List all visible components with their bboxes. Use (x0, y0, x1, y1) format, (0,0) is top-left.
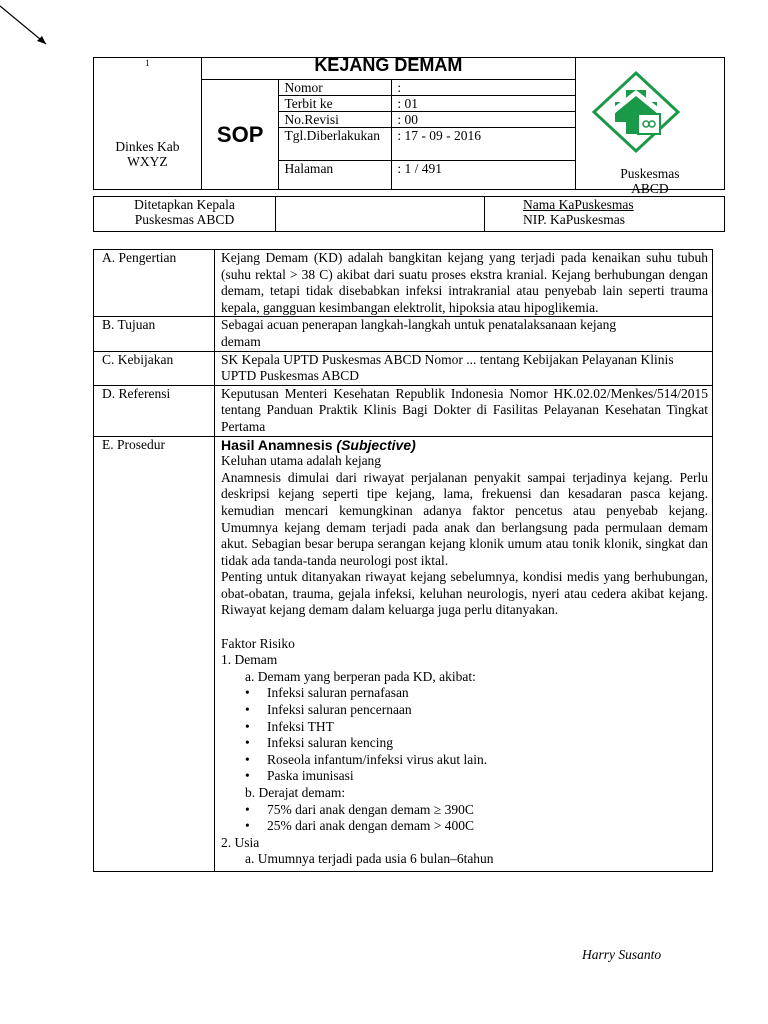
bullet-dot-icon: • (245, 801, 250, 817)
row-tujuan (94, 317, 713, 351)
bullet-text: 25% dari anak dengan demam > 400C (267, 818, 475, 834)
label-pengertian: A. Pengertian (94, 250, 215, 317)
bullet-item (221, 802, 708, 819)
org-left: Dinkes Kab WXYZ (115, 139, 180, 169)
bullet-text: 75% dari anak dengan demam ≥ 390C (267, 801, 474, 817)
text-pengertian: Kejang Demam (KD) adalah bangkitan kejang yang terjadi pada kenaikan suhu tubuh (suhu rektal > 38 C) akibat dari suatu proses ekstra kranial. Kejang berhubungan dengan demam, tetapi tidak disebabkan infeksi intrakranial atau penyebab lain seperti trauma kepala, gangguan kesimbangan elektrolit, hipoksia atau hipoglikemia. (215, 250, 713, 317)
field-value-revisi: : 00 (392, 112, 575, 128)
bullet-item (221, 735, 708, 752)
bullet-text: Infeksi saluran pencernaan (267, 702, 412, 718)
ditetapkan: Ditetapkan Kepala Puskesmas ABCD (94, 197, 276, 232)
bullet-text: Infeksi THT (267, 718, 334, 734)
bullet-item (221, 768, 708, 785)
bullet-dot-icon: • (245, 751, 250, 767)
field-value-tgl: : 17 - 09 - 2016 (392, 128, 575, 161)
row-pengertian (94, 250, 713, 317)
org-left-cell (94, 58, 202, 190)
field-value-terbit: : 01 (392, 96, 575, 112)
bullet-item (221, 719, 708, 736)
row-prosedur (94, 436, 713, 871)
field-label-revisi: No.Revisi (279, 112, 392, 128)
faktor-risiko: Faktor Risiko (221, 635, 295, 651)
bullets-a (221, 685, 708, 785)
field-value-halaman: : 1 / 491 (392, 161, 575, 190)
bullet-item (221, 702, 708, 719)
text-kebijakan: SK Kepala UPTD Puskesmas ABCD Nomor ... tentang Kebijakan Pelayanan Klinis UPTD Puskesmas ABCD (215, 351, 713, 385)
sop-label: SOP (201, 80, 279, 190)
text-tujuan: Sebagai acuan penerapan langkah-langkah untuk penatalaksanaan kejang demam (215, 317, 713, 351)
bullet-text: Infeksi saluran pernafasan (267, 685, 409, 701)
field-label-terbit: Terbit ke (279, 96, 392, 112)
puskesmas-logo-icon (591, 70, 681, 154)
prosedur-heading: Hasil Anamnesis (Subjective) (221, 436, 416, 453)
item-demam-a: a. Demam yang berperan pada KD, akibat: (245, 668, 476, 684)
approval-blank (276, 197, 485, 232)
bullet-item (221, 818, 708, 835)
signature: Harry Susanto (582, 947, 662, 962)
bullets-b (221, 802, 708, 835)
field-label-halaman: Halaman (279, 161, 392, 190)
label-referensi: D. Referensi (94, 385, 215, 436)
item-usia: 2. Usia (221, 834, 260, 850)
org-right-cell (575, 58, 724, 196)
field-label-nomor: Nomor (279, 80, 392, 96)
label-kebijakan: C. Kebijakan (94, 351, 215, 385)
corner-arrow-icon (0, 0, 60, 60)
bullet-item (221, 752, 708, 769)
kepala-cell (485, 197, 725, 232)
kepala-name: Nama KaPuskesmas (523, 197, 634, 212)
label-tujuan: B. Tujuan (94, 317, 215, 351)
item-demam-b: b. Derajat demam: (245, 785, 346, 800)
sop-body (93, 249, 713, 872)
sop-header (93, 55, 725, 196)
kepala-nip: NIP. KaPuskesmas (523, 212, 626, 227)
row-referensi (94, 385, 713, 436)
bullet-item (221, 685, 708, 702)
bullet-dot-icon: • (245, 702, 250, 718)
bullet-text: Paska imunisasi (267, 768, 354, 784)
bullet-dot-icon: • (245, 818, 250, 834)
bullet-text: Roseola infantum/infeksi virus akut lain. (267, 751, 488, 767)
keluhan: Keluhan utama adalah kejang (221, 453, 382, 469)
anamnesis-para1: Anamnesis dimulai dari riwayat perjalanan penyakit sampai terjadinya kejang. Perlu deskripsi kejang seperti tipe kejang, lama, frekuensi dan kesadaran pasca kejang. kemudian mencari kemungkinan adanya faktor pencetus atau penyebab kejang. Umumnya kejang demam terjadi pada anak dan berlangsung pada permulaan demam akut. Sebagian besar berupa serangan kejang klonik umum atau tonik klonik, singkat dan tidak ada tanda-tanda neurologi post iktal. (221, 469, 708, 568)
anamnesis-para2: Penting untuk ditanyakan riwayat kejang sebelumnya, kondisi medis yang berhubungan, obat-obatan, trauma, gejala infeksi, keluhan neurologis, nyeri atau cedera akibat kejang. Riwayat kejang demam dalam keluarga juga perlu ditanyakan. (221, 569, 708, 618)
item-demam: 1. Demam (221, 652, 278, 668)
doc-title: KEJANG DEMAM (201, 58, 575, 80)
bullet-dot-icon: • (245, 768, 250, 784)
bullet-text: Infeksi saluran kencing (267, 735, 393, 751)
bullet-dot-icon: • (245, 735, 250, 751)
label-prosedur: E. Prosedur (94, 436, 215, 871)
field-label-tgl: Tgl.Diberlakukan (279, 128, 392, 161)
text-prosedur (215, 436, 713, 871)
text-referensi: Keputusan Menteri Kesehatan Republik Indonesia Nomor HK.02.02/Menkes/514/2015 tentang Panduan Praktik Klinis Bagi Dokter di Fasilitas Pelayanan Kesehatan Tingkat Pertama (215, 385, 713, 436)
org-right: Puskesmas ABCD (620, 166, 680, 196)
field-value-nomor: : (392, 80, 575, 96)
item-usia-a: a. Umumnya terjadi pada usia 6 bulan–6tahun (245, 851, 494, 867)
page-number: 1 (145, 58, 150, 68)
bullet-dot-icon: • (245, 685, 250, 701)
approval-row (93, 196, 725, 232)
bullet-dot-icon: • (245, 718, 250, 734)
row-kebijakan (94, 351, 713, 385)
